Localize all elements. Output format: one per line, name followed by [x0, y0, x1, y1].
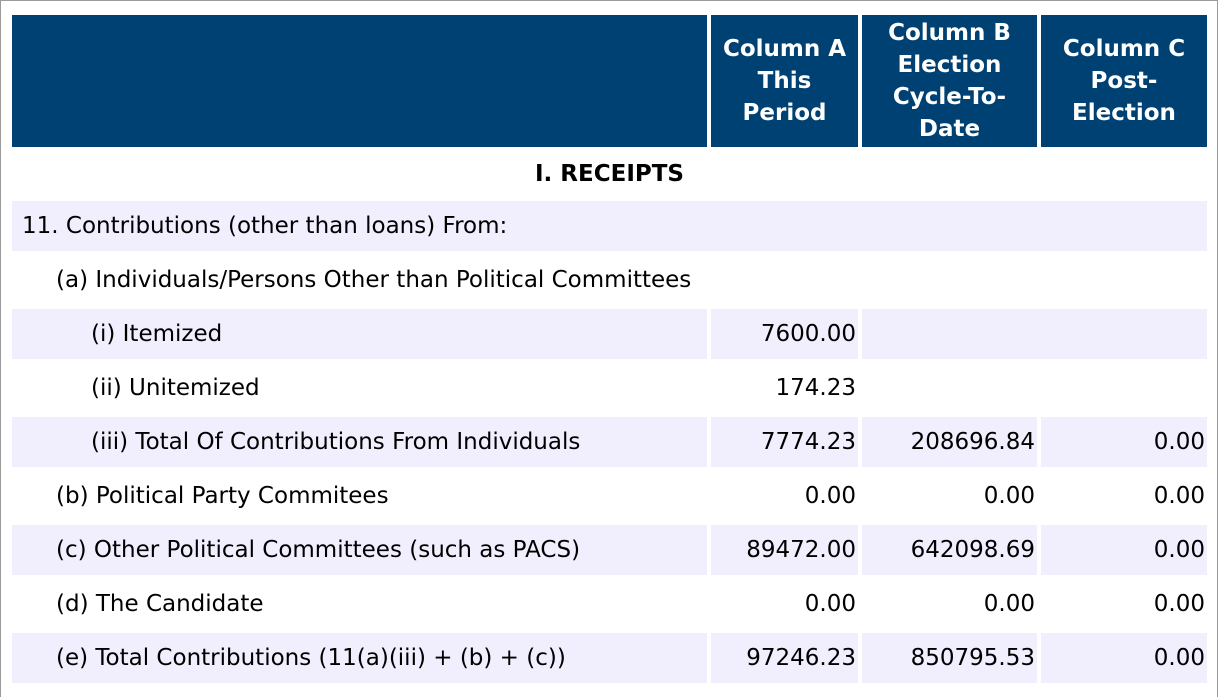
column-a-line-3: Period: [742, 100, 827, 126]
column-a-line-1: Column A: [722, 36, 847, 62]
column-c-value: 0.00: [1153, 483, 1205, 509]
column-c-value: 0.00: [1041, 417, 1207, 467]
column-a-value: 97246.23: [711, 633, 858, 683]
column-a-line-2: This: [757, 68, 812, 94]
table-row: [12, 579, 1207, 629]
column-c-value: [1041, 363, 1207, 413]
column-a-value: 0.00: [804, 483, 856, 509]
row-label: (a) Individuals/Persons Other than Political Committees: [56, 267, 692, 293]
column-a-value: 7774.23: [711, 417, 858, 467]
section-row: [12, 151, 1207, 197]
column-b-line-1: Column B: [888, 20, 1011, 46]
table-row: [12, 633, 1207, 683]
column-b-value: 0.00: [983, 591, 1035, 617]
column-c-value: 0.00: [1153, 591, 1205, 617]
column-b-line-3: Cycle-To-: [892, 84, 1007, 110]
row-label: 11. Contributions (other than loans) From:: [12, 201, 1207, 251]
column-c-header: [1041, 15, 1207, 147]
table-row: [12, 471, 1207, 521]
header-label-cell: [12, 15, 707, 147]
column-a-value: 7600.00: [711, 309, 858, 359]
column-b-value: 850795.53: [862, 633, 1037, 683]
column-a-value: 0.00: [804, 591, 856, 617]
row-label: (e) Total Contributions (11(a)(iii) + (b) + (c)): [12, 633, 707, 683]
column-b-line-4: Date: [918, 116, 981, 142]
header-row: [12, 15, 1207, 147]
row-label: (iii) Total Of Contributions From Individuals: [12, 417, 707, 467]
column-c-line-2: Post-: [1090, 68, 1158, 94]
column-b-header: [862, 15, 1037, 147]
row-label: (b) Political Party Commitees: [56, 483, 389, 509]
column-b-value: 642098.69: [862, 525, 1037, 575]
column-a-value: 89472.00: [711, 525, 858, 575]
column-b-value: 0.00: [983, 483, 1035, 509]
column-b-value: [862, 309, 1207, 359]
column-c-value: 0.00: [1041, 633, 1207, 683]
table-row: [12, 363, 1207, 413]
row-label: (i) Itemized: [12, 309, 707, 359]
section-title: I. RECEIPTS: [12, 151, 1207, 197]
row-label: (d) The Candidate: [56, 591, 264, 617]
column-a-value: 174.23: [775, 375, 856, 401]
column-a-header: [711, 15, 858, 147]
receipts-summary-table: [8, 11, 1211, 687]
table-row: [12, 255, 1207, 305]
column-c-line-3: Election: [1072, 100, 1176, 126]
table-row: [12, 201, 1207, 251]
row-label: (ii) Unitemized: [91, 375, 260, 401]
table-row: [12, 309, 1207, 359]
column-c-line-1: Column C: [1062, 36, 1186, 62]
table-row: [12, 525, 1207, 575]
column-c-value: 0.00: [1041, 525, 1207, 575]
column-b-line-2: Election: [897, 52, 1002, 78]
row-label: (c) Other Political Committees (such as PACS): [12, 525, 707, 575]
column-b-value: 208696.84: [862, 417, 1037, 467]
table-row: [12, 417, 1207, 467]
column-b-value: [862, 363, 1037, 413]
